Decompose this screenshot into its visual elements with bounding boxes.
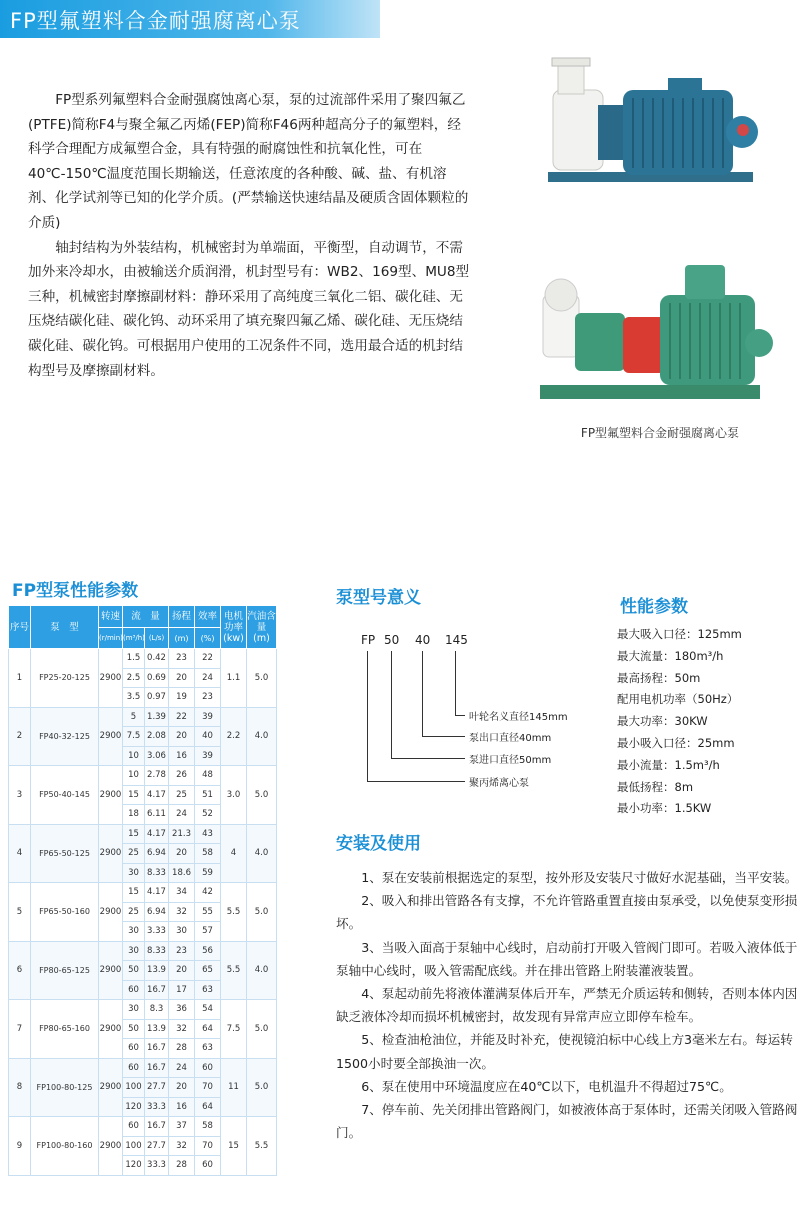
- cell-value: 30: [123, 1000, 145, 1020]
- label-inlet: 泵进口直径50mm: [469, 755, 552, 766]
- th-eff-unit: (%): [195, 628, 221, 649]
- line-145: [455, 651, 456, 715]
- cell-value: 16: [169, 746, 195, 766]
- param-item: 最小功率：1.5KW: [617, 801, 712, 816]
- cell-value: 25: [169, 785, 195, 805]
- table-row: [9, 1000, 277, 1020]
- cell-model: FP100-80-125: [31, 1058, 99, 1117]
- th-flow: 流 量: [123, 606, 169, 628]
- label-impeller: 叶轮名义直径145mm: [469, 712, 568, 723]
- cell-value: 23: [195, 688, 221, 708]
- hline-145: [455, 715, 465, 716]
- cell-value: 20: [169, 844, 195, 864]
- cell-no: 5: [9, 883, 31, 942]
- cell-value: 120: [123, 1097, 145, 1117]
- param-item: 最小流量：1.5m³/h: [617, 757, 720, 772]
- cell-value: 19: [169, 688, 195, 708]
- cell-value: 18.6: [169, 863, 195, 883]
- cell-value: 27.7: [145, 1136, 169, 1156]
- cell-power: 4: [221, 824, 247, 883]
- param-item: 最大流量：180m³/h: [617, 648, 724, 663]
- cell-value: 0.42: [145, 649, 169, 669]
- th-oil: 汽油含量 (m): [247, 606, 277, 649]
- cell-no: 4: [9, 824, 31, 883]
- code-fp: FP: [361, 633, 376, 647]
- cell-value: 64: [195, 1019, 221, 1039]
- cell-value: 65: [195, 961, 221, 981]
- cell-model: FP100-80-160: [31, 1117, 99, 1176]
- cell-value: 22: [169, 707, 195, 727]
- cell-value: 13.9: [145, 961, 169, 981]
- cell-value: 21.3: [169, 824, 195, 844]
- cell-no: 1: [9, 649, 31, 708]
- cell-oil: 5.0: [247, 883, 277, 942]
- cell-power: 1.1: [221, 649, 247, 708]
- cell-no: 8: [9, 1058, 31, 1117]
- cell-value: 30: [123, 941, 145, 961]
- install-item: 1、泵在安装前根据选定的泵型，按外形及安装尺寸做好水泥基础，当平安装。: [361, 870, 798, 885]
- cell-value: 20: [169, 668, 195, 688]
- th-speed-unit: (r/min): [99, 628, 123, 649]
- th-power: 电机功率 (kw): [221, 606, 247, 649]
- title-banner: [0, 0, 380, 38]
- performance-table: [8, 605, 277, 1176]
- cell-value: 63: [195, 1039, 221, 1059]
- line-fp: [367, 651, 368, 781]
- cell-value: 8.33: [145, 941, 169, 961]
- th-model: 泵 型: [31, 606, 99, 649]
- cell-oil: 5.0: [247, 649, 277, 708]
- th-eff: 效率: [195, 606, 221, 628]
- cell-value: 30: [123, 922, 145, 942]
- cell-value: 5: [123, 707, 145, 727]
- cell-power: 5.5: [221, 941, 247, 1000]
- cell-value: 16: [169, 1097, 195, 1117]
- th-flow-unit-1: (m³/h): [123, 628, 145, 649]
- label-outlet: 泵出口直径40mm: [469, 733, 552, 744]
- table-row: [9, 1117, 277, 1137]
- cell-value: 8.3: [145, 1000, 169, 1020]
- cell-value: 20: [169, 727, 195, 747]
- cell-value: 8.33: [145, 863, 169, 883]
- cell-value: 20: [169, 961, 195, 981]
- cell-model: FP50-40-145: [31, 766, 99, 825]
- cell-value: 60: [123, 1117, 145, 1137]
- table-title: FP型泵性能参数: [12, 581, 139, 601]
- cell-value: 25: [123, 902, 145, 922]
- cell-value: 54: [195, 1000, 221, 1020]
- cell-power: 2.2: [221, 707, 247, 766]
- cell-no: 9: [9, 1117, 31, 1176]
- cell-no: 2: [9, 707, 31, 766]
- table-row: [9, 1058, 277, 1078]
- table-row: [9, 649, 277, 669]
- cell-speed: 2900: [99, 941, 123, 1000]
- label-pump-type: 聚丙烯离心泵: [469, 778, 529, 789]
- code-145: 145: [445, 633, 468, 647]
- cell-value: 6.11: [145, 805, 169, 825]
- cell-value: 16.7: [145, 1117, 169, 1137]
- cell-value: 16.7: [145, 980, 169, 1000]
- cell-value: 42: [195, 883, 221, 903]
- cell-value: 39: [195, 707, 221, 727]
- install-item: 5、检查油枪油位，并能及时补充，使视镜泊标中心线上方3毫米左右。每运转1500小时要全部换油一次。: [336, 1032, 793, 1071]
- cell-oil: 5.0: [247, 1058, 277, 1117]
- cell-value: 18: [123, 805, 145, 825]
- cell-value: 70: [195, 1136, 221, 1156]
- cell-speed: 2900: [99, 649, 123, 708]
- cell-speed: 2900: [99, 1117, 123, 1176]
- cell-value: 30: [123, 863, 145, 883]
- cell-value: 60: [123, 1039, 145, 1059]
- model-meaning-diagram: [355, 625, 595, 800]
- table-row: [9, 883, 277, 903]
- photo-caption: FP型氟塑料合金耐强腐离心泵: [580, 426, 740, 440]
- cell-value: 3.5: [123, 688, 145, 708]
- cell-value: 100: [123, 1078, 145, 1098]
- cell-value: 32: [169, 1019, 195, 1039]
- cell-value: 33.3: [145, 1097, 169, 1117]
- cell-value: 58: [195, 1117, 221, 1137]
- install-item: 7、停车前、先关闭排出管路阀门，如被液体高于泵体时，还需关闭吸入管路阀门。: [336, 1102, 798, 1141]
- cell-value: 26: [169, 766, 195, 786]
- cell-value: 10: [123, 766, 145, 786]
- th-flow-unit-2: (L/s): [145, 628, 169, 649]
- code-40: 40: [415, 633, 431, 647]
- cell-value: 52: [195, 805, 221, 825]
- pump-photo-2: [535, 255, 775, 415]
- cell-value: 6.94: [145, 902, 169, 922]
- cell-value: 100: [123, 1136, 145, 1156]
- install-title: 安装及使用: [336, 834, 421, 854]
- hline-fp: [367, 781, 465, 782]
- hline-50: [391, 758, 465, 759]
- cell-value: 24: [169, 805, 195, 825]
- cell-value: 10: [123, 746, 145, 766]
- cell-power: 11: [221, 1058, 247, 1117]
- cell-value: 16.7: [145, 1039, 169, 1059]
- th-head: 扬程: [169, 606, 195, 628]
- cell-value: 60: [195, 1156, 221, 1176]
- cell-speed: 2900: [99, 766, 123, 825]
- cell-model: FP65-50-125: [31, 824, 99, 883]
- cell-value: 24: [195, 668, 221, 688]
- cell-model: FP40-32-125: [31, 707, 99, 766]
- th-speed: 转速: [99, 606, 123, 628]
- cell-value: 40: [195, 727, 221, 747]
- cell-value: 1.5: [123, 649, 145, 669]
- cell-speed: 2900: [99, 824, 123, 883]
- cell-no: 7: [9, 1000, 31, 1059]
- cell-value: 23: [169, 941, 195, 961]
- cell-value: 15: [123, 824, 145, 844]
- cell-value: 7.5: [123, 727, 145, 747]
- cell-model: FP25-20-125: [31, 649, 99, 708]
- cell-oil: 5.5: [247, 1117, 277, 1176]
- cell-value: 15: [123, 883, 145, 903]
- pump-photo-1: [538, 50, 760, 190]
- cell-value: 43: [195, 824, 221, 844]
- meaning-title: 泵型号意义: [336, 588, 421, 608]
- table-row: [9, 766, 277, 786]
- cell-value: 60: [195, 1058, 221, 1078]
- cell-value: 25: [123, 844, 145, 864]
- param-item: 配用电机功率（50Hz）: [617, 692, 739, 707]
- cell-value: 15: [123, 785, 145, 805]
- cell-no: 3: [9, 766, 31, 825]
- install-item: 2、吸入和排出管路各有支撑，不允许管路重置直接由泵承受，以免使泵变形损坏。: [336, 893, 798, 932]
- cell-value: 60: [123, 1058, 145, 1078]
- cell-value: 36: [169, 1000, 195, 1020]
- cell-value: 64: [195, 1097, 221, 1117]
- cell-oil: 4.0: [247, 941, 277, 1000]
- cell-value: 28: [169, 1039, 195, 1059]
- cell-speed: 2900: [99, 707, 123, 766]
- line-50: [391, 651, 392, 758]
- param-item: 最小吸入口径：25mm: [617, 735, 735, 750]
- cell-value: 28: [169, 1156, 195, 1176]
- cell-value: 34: [169, 883, 195, 903]
- cell-no: 6: [9, 941, 31, 1000]
- install-item: 3、当吸入面高于泵轴中心线时，启动前打开吸入管阀门即可。若吸入液体低于泵轴中心线时，吸入管需配底线。并在排出管路上附装灌液装置。: [336, 939, 798, 978]
- cell-value: 0.69: [145, 668, 169, 688]
- cell-value: 3.33: [145, 922, 169, 942]
- cell-value: 24: [169, 1058, 195, 1078]
- cell-value: 4.17: [145, 883, 169, 903]
- cell-power: 5.5: [221, 883, 247, 942]
- install-item: 4、泵起动前先将液体灌满泵体后开车，严禁无介质运转和侧转，否则本体内因缺乏液体冷却而损坏机械密封，故发现有异常声应立即停车检车。: [336, 986, 798, 1025]
- cell-value: 48: [195, 766, 221, 786]
- params-title: 性能参数: [620, 597, 688, 617]
- cell-model: FP65-50-160: [31, 883, 99, 942]
- install-item: 6、泵在使用中环境温度应在40℃以下，电机温升不得超过75℃。: [361, 1078, 732, 1094]
- cell-value: 57: [195, 922, 221, 942]
- intro-paragraph-2: 轴封结构为外装结构，机械密封为单端面，平衡型，自动调节，不需加外来冷却水，由被输送介质润滑，机封型号有：WB2、169型、MU8型三种，机械密封摩擦副材料：静环采用了高纯度三氧化二铝、碳化硅、无压烧结碳化硅、碳化钨、动环采用了填充聚四氟乙烯、碳化硅、无压烧结碳化硅、碳化钨。可根据用户使用的工况条件不同，选用最合适的机封结构型号及摩擦副材料。: [28, 239, 470, 379]
- cell-speed: 2900: [99, 883, 123, 942]
- cell-value: 3.06: [145, 746, 169, 766]
- cell-oil: 5.0: [247, 1000, 277, 1059]
- cell-value: 2.78: [145, 766, 169, 786]
- cell-value: 4.17: [145, 785, 169, 805]
- intro-paragraph-1: FP型系列氟塑料合金耐强腐蚀离心泵，泵的过流部件采用了聚四氟乙(PTFE)简称F4与聚全氟乙丙烯(FEP)简称F46两种超高分子的氟塑料，经科学合理配方成氟塑合金，具有特强的耐腐蚀性和抗氧化性，可在40℃-150℃温度范围长期输送，任意浓度的各种酸、碱、盐、有机溶剂、化学试剂等已知的化学介质。(严禁输送快速结晶及硬质含固体颗粒的介质): [28, 92, 469, 231]
- cell-value: 2.08: [145, 727, 169, 747]
- cell-oil: 4.0: [247, 824, 277, 883]
- params-list: [617, 624, 742, 820]
- cell-oil: 5.0: [247, 766, 277, 825]
- cell-value: 23: [169, 649, 195, 669]
- param-item: 最低扬程：8m: [617, 779, 694, 794]
- param-item: 最大功率：30KW: [617, 714, 708, 729]
- cell-power: 3.0: [221, 766, 247, 825]
- cell-value: 50: [123, 1019, 145, 1039]
- cell-value: 2.5: [123, 668, 145, 688]
- cell-value: 51: [195, 785, 221, 805]
- param-item: 最大吸入口径：125mm: [617, 627, 742, 641]
- code-50: 50: [384, 633, 400, 647]
- th-no: 序号: [9, 606, 31, 649]
- cell-value: 1.39: [145, 707, 169, 727]
- cell-value: 60: [123, 980, 145, 1000]
- cell-power: 15: [221, 1117, 247, 1176]
- cell-model: FP80-65-125: [31, 941, 99, 1000]
- cell-value: 16.7: [145, 1058, 169, 1078]
- line-40: [422, 651, 423, 736]
- cell-value: 120: [123, 1156, 145, 1176]
- cell-value: 32: [169, 1136, 195, 1156]
- cell-value: 4.17: [145, 824, 169, 844]
- cell-value: 63: [195, 980, 221, 1000]
- cell-value: 0.97: [145, 688, 169, 708]
- cell-value: 13.9: [145, 1019, 169, 1039]
- cell-speed: 2900: [99, 1000, 123, 1059]
- cell-value: 37: [169, 1117, 195, 1137]
- cell-value: 56: [195, 941, 221, 961]
- cell-power: 7.5: [221, 1000, 247, 1059]
- cell-value: 33.3: [145, 1156, 169, 1176]
- table-row: [9, 707, 277, 727]
- cell-value: 22: [195, 649, 221, 669]
- cell-speed: 2900: [99, 1058, 123, 1117]
- install-list: [336, 866, 800, 1144]
- table-row: [9, 941, 277, 961]
- cell-value: 59: [195, 863, 221, 883]
- cell-value: 58: [195, 844, 221, 864]
- hline-40: [422, 736, 465, 737]
- param-item: 最高扬程：50m: [617, 670, 701, 685]
- th-head-unit: (m): [169, 628, 195, 649]
- cell-oil: 4.0: [247, 707, 277, 766]
- cell-value: 20: [169, 1078, 195, 1098]
- cell-value: 50: [123, 961, 145, 981]
- cell-value: 17: [169, 980, 195, 1000]
- cell-value: 55: [195, 902, 221, 922]
- cell-value: 39: [195, 746, 221, 766]
- page-title: FP型氟塑料合金耐强腐离心泵: [10, 9, 301, 33]
- intro-text: [28, 88, 470, 383]
- cell-model: FP80-65-160: [31, 1000, 99, 1059]
- cell-value: 70: [195, 1078, 221, 1098]
- cell-value: 30: [169, 922, 195, 942]
- cell-value: 6.94: [145, 844, 169, 864]
- cell-value: 32: [169, 902, 195, 922]
- table-row: [9, 824, 277, 844]
- cell-value: 27.7: [145, 1078, 169, 1098]
